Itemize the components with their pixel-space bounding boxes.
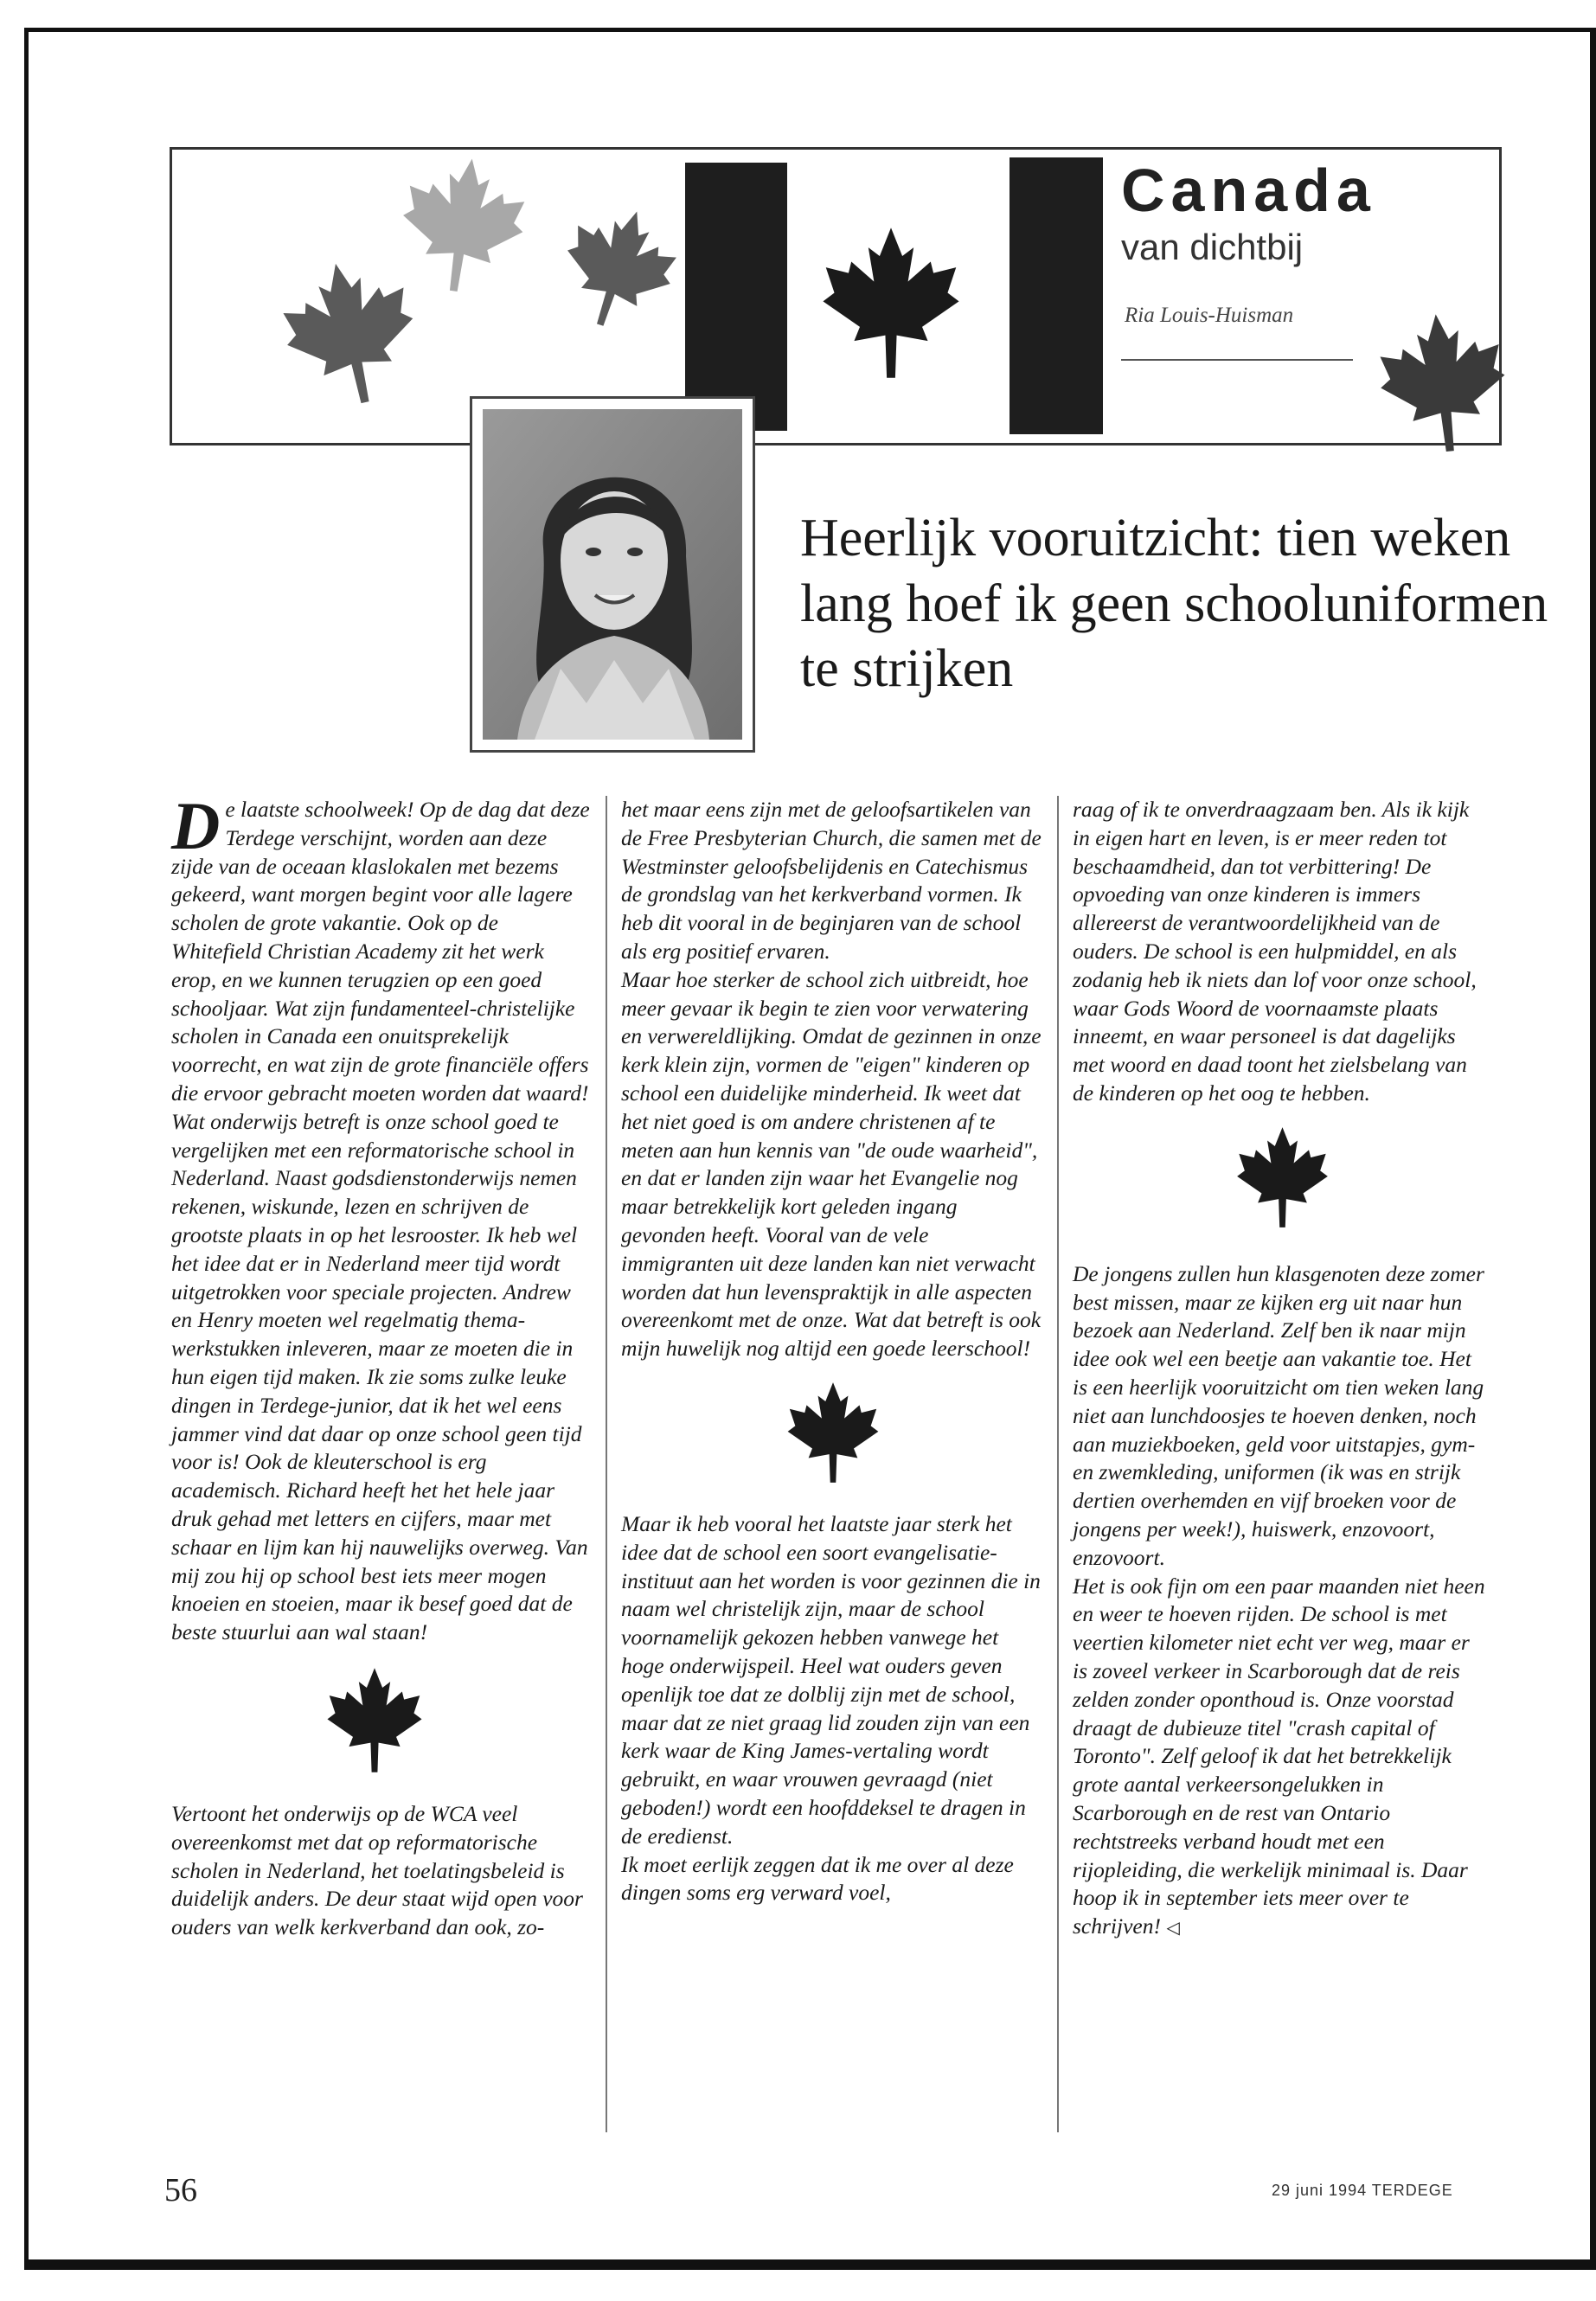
series-subtitle: van dichtbij [1121,227,1304,267]
column-divider [606,796,607,2132]
page-number: 56 [164,2172,197,2208]
maple-leaf-icon [777,1381,889,1484]
paragraph: Maar hoe sterker de school zich uitbreidt, hoe meer gevaar ik begin te zien voor verwatering en verwereldlijking. Omdat de gezinnen in onze kerk klein zijn, vormen de "eigen" kinderen op school een duidelijke minderheid. Ik weet dat het niet goed is om andere christenen af te meten aan hun kennis van "de oude waarheid", en dat er landen zijn waar het Evangelie nog maar betrekkelijk kort geleden ingang gevonden heeft. Vooral van de vele immigranten uit deze landen kan niet verwacht worden dat hun levenspraktijk in alle aspecten overeenkomt met de onze. Wat dat betreft is ook mijn huwelijk nog altijd een goede leerschool! [621,966,1042,1362]
page-border-right [1590,28,1596,2270]
paragraph: raag of ik te onverdraagzaam ben. Als ik kijk in eigen hart en leven, is er meer reden tot beschaamdheid, dan tot verbittering! De opvoeding van onze kinderen is immers allereerst de verantwoordelijkheid van de ouders. De school is een hulpmiddel, en als zodanig heb ik niets dan lof voor onze school, waar Gods Woord de voornaamste plaats inneemt, en waar personeel is dat dagelijks met woord en daad toont het zielsbelang van de kinderen op het oog te hebben. [1073,797,1477,1106]
article-column-1 [171,788,591,1942]
portrait-image [483,409,742,740]
paragraph: De jongens zullen hun klasgenoten deze zomer best missen, maar ze kijken erg uit naar hun bezoek aan Nederland. Zelf ben ik naar mijn idee ook wel een beetje aan vakantie toe. Het is een heerlijk vooruitzicht om tien weken lang niet aan lunchdoosjes te hoeven denken, noch aan muziekboeken, geld voor uitstapjes, gym- en zwemkleding, uniformen (ik was en strijk dertien overhemden en vijf broeken voor de jongens per week!), huiswerk, enzovoort, enzovoort. [1073,1260,1484,1570]
series-title: Canada [1121,157,1376,224]
article-headline: Heerlijk vooruitzicht: tien weken lang hoef ik geen schooluniformen te strijken [800,509,1548,699]
end-mark-icon: ◁ [1166,1919,1180,1939]
paragraph: het maar eens zijn met de geloofsartikelen van de Free Presbyterian Church, die samen met de Westminster geloofsbelijdenis en Catechismus de grondslag van het kerkverband vormen. Ik heb dit vooral in de beginjaren van de school als erg positief ervaren. [621,797,1042,964]
paragraph: Wat onderwijs betreft is onze school goed te vergelijken met een reformatorische school in Nederland. Naast godsdienstonderwijs nemen rekenen, wiskunde, lezen en schrijven de grootste plaats in op het lesrooster. Ik heb wel het idee dat er in Nederland meer tijd wordt uitgetrokken voor speciale projecten. Andrew en Henry moeten wel regelmatig thema-werkstukken inleveren, maar ze moeten die in hun eigen tijd maken. Ik zie soms zulke leuke dingen in Terdege-junior, dat ik het wel eens jammer vind dat daar op onze school geen tijd voor is! Ook de kleuterschool is erg academisch. Richard heeft het het hele jaar druk gehad met letters en cijfers, maar met schaar en lijm kan hij nauwelijks overweg. Van mij zou hij op school best iets meer mogen knoeien en stoeien, maar ik besef goed dat de beste stuurlui aan wal staan! [171,1108,588,1645]
page-border-top [26,28,1596,32]
flag-right-bar [1010,157,1103,434]
drop-cap: D [171,788,221,863]
paragraph: Vertoont het onderwijs op de WCA veel overeenkomst met dat op reformatorische scholen in Nederland, het toelatingsbeleid is duidelijk anders. De deur staat wijd open voor ouders van welk kerkverband dan ook, zo- [171,1800,583,1940]
column-title [1121,157,1493,328]
paragraph: Maar ik heb vooral het laatste jaar sterk het idee dat de school een soort evangelisatie-instituut aan het worden is voor gezinnen die in naam wel christelijk zijn, maar de school voornamelijk gekozen hebben vanwege het hoge onderwijspeil. Heel wat ouders geven openlijk toe dat ze dolblij zijn met de school, maar dat ze niet graag lid zouden zijn van een kerk waar de King James-vertaling wordt gebruikt, en waar vrouwen gevraagd (niet geboden!) wordt een hoofddeksel te dragen in de eredienst. [621,1510,1041,1849]
maple-leaf-icon [1228,1125,1336,1229]
paragraph: De laatste schoolweek! Op de dag dat deze Terdege verschijnt, worden aan deze zijde van de oceaan klaslokalen met bezems gekeerd, want morgen begint voor alle lagere scholen de grote vakantie. Ook op de Whitefield Christian Academy zit het werk erop, en we kunnen terugzien op een goed schooljaar. Wat zijn fundamenteel-christelijke scholen in Canada een onuitsprekelijk voorrecht, en wat zijn de grote financiële offers die ervoor gebracht moeten worden dat waard! [171,788,590,1106]
paragraph: Het is ook fijn om een paar maanden niet heen en weer te hoeven rijden. De school is met veertien kilometer niet echt ver weg, maar er is zoveel verkeer in Scarborough dat de reis zelden zonder oponthoud is. Onze voorstad draagt de dubieuze titel "crash capital of Toronto". Zelf geloof ik dat het betrekkelijk grote aantal verkeersongelukken in Scarborough en de rest van Ontario rechtstreeks verband houdt met een rijopleiding, die werkelijk minimaal is. Daar hoop ik in september iets meer over te schrijven! ◁ [1073,1573,1485,1939]
maple-leaf-icon [381,146,546,304]
column-divider [1057,796,1059,2132]
maple-leaf-icon [817,225,965,381]
author-byline: Ria Louis-Huisman [1125,304,1294,327]
flag-left-bar [685,163,787,431]
byline-rule [1121,359,1353,361]
article-column-3 [1073,796,1488,1943]
article-column-2 [621,796,1045,1907]
page-border-bottom [24,2259,1596,2270]
paragraph: Ik moet eerlijk zeggen dat ik me over al deze dingen soms erg verward voel, [621,1851,1014,1906]
page-border-left [24,28,29,2268]
maple-leaf-icon [318,1666,431,1774]
issue-line: 29 juni 1994 TERDEGE [1272,2182,1453,2199]
author-photo [470,396,755,753]
